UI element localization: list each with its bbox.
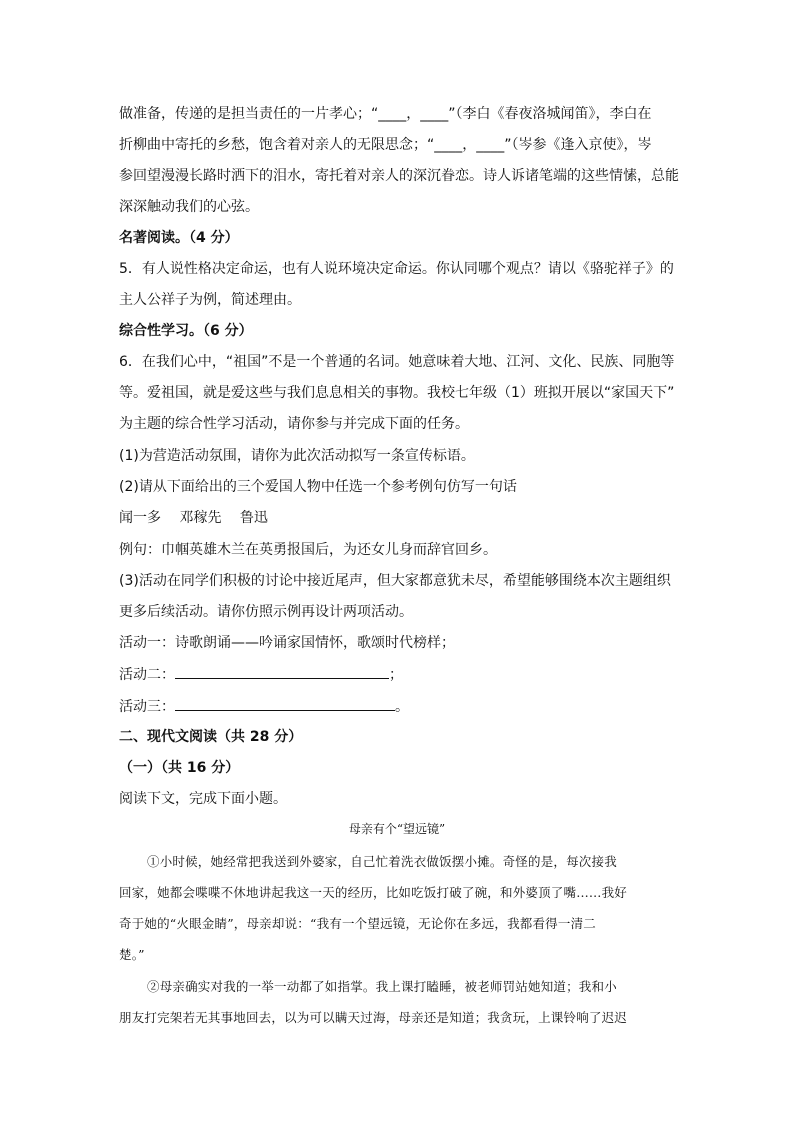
classics-heading: 名著阅读。（4 分） [119, 230, 239, 246]
activity-3-end: 。 [395, 699, 409, 715]
paragraph-1-line-3: 奇于她的“火眼金睛”，母亲却说：“我有一个望远镜，无论你在多远，我都看得一清二 [119, 916, 596, 931]
subquestion-1: (1)为营造活动氛围，请你为此次活动拟写一条宣传标语。 [119, 448, 475, 464]
activity-3-label: 活动三： [119, 699, 175, 715]
question-5-line-2: 主人公祥子为例，简述理由。 [119, 292, 301, 308]
activity-2-end: ； [389, 667, 403, 683]
paragraph-2-line-1: ②母亲确实对我的一举一动都了如指掌。我上课打瞌睡，被老师罚站她知道；我和小 [147, 979, 617, 994]
paragraph-1-line-4: 楚。” [119, 947, 145, 962]
question-6-line-3: 为主题的综合性学习活动，请你参与并完成下面的任务。 [119, 416, 469, 432]
example-sentence: 例句：巾帼英雄木兰在英勇报国后，为还女儿身而辞官回乡。 [119, 542, 497, 558]
integrated-heading: 综合性学习。（6 分） [119, 323, 253, 339]
question-6-line-2: 等。爱祖国，就是爱这些与我们息息相关的事物。我校七年级（1）班拟开展以“家国天下” [119, 385, 675, 401]
activity-2-row [119, 664, 679, 685]
activity-2-label: 活动二： [119, 667, 175, 683]
subquestion-3-line-2: 更多后续活动。请你仿照示例再设计两项活动。 [119, 604, 413, 620]
modern-reading-heading: 二、现代文阅读（共 28 分） [119, 729, 303, 745]
activity-2-answer-blank[interactable] [175, 664, 389, 679]
question-5-line-1: 5．有人说性格决定命运，也有人说环境决定命运。你认同哪个观点？请以《骆驼祥子》的 [119, 261, 674, 277]
activity-1: 活动一：诗歌朗诵——吟诵家国情怀，歌颂时代榜样； [119, 635, 455, 651]
subquestion-3-line-1: (3)活动在同学们积极的讨论中接近尾声，但大家都意犹未尽，希望能够围绕本次主题组织 [119, 573, 671, 589]
activity-3-row [119, 696, 679, 717]
patriot-name: 鲁迅 [239, 510, 268, 526]
patriot-name: 邓稼先 [179, 510, 222, 526]
article-title: 母亲有个“望远镜” [348, 822, 446, 836]
patriot-list [119, 508, 679, 528]
paragraph-1-line-1: ①小时候，她经常把我送到外婆家，自己忙着洗衣做饭摆小摊。奇怪的是，每次接我 [147, 854, 617, 869]
paragraph-1-line-2: 回家，她都会喋喋不休地讲起我这一天的经历，比如吃饭打破了碗，和外婆顶了嘴……我好 [119, 885, 628, 900]
question-6-line-1: 6．在我们心中，“祖国”不是一个普通的名词。她意味着大地、江河、文化、民族、同胞等 [119, 354, 675, 370]
part-1-heading: （一）（共 16 分） [119, 760, 240, 776]
paragraph-2-line-2: 朋友打完架若无其事地回去，以为可以瞒天过海，母亲还是知道；我贪玩，上课铃响了迟迟 [119, 1010, 628, 1025]
subquestion-2: (2)请从下面给出的三个爱国人物中任选一个参考例句仿写一句话 [119, 479, 517, 495]
activity-3-answer-blank[interactable] [175, 696, 395, 711]
patriot-name: 闻一多 [119, 510, 161, 526]
reading-instruction: 阅读下文，完成下面小题。 [119, 791, 287, 807]
continuation-line-2: 折柳曲中寄托的乡愁，饱含着对亲人的无限思念；“____，____”（岑参《逢入京使》，岑 [119, 137, 652, 153]
continuation-line-3: 参回望漫漫长路时洒下的泪水，寄托着对亲人的深沉眷恋。诗人诉诸笔端的这些情愫，总能 [119, 168, 679, 184]
continuation-line-1: 做准备，传递的是担当责任的一片孝心；“____，____”（李白《春夜洛城闻笛》，李白在 [119, 106, 652, 122]
continuation-line-4: 深深触动我们的心弦。 [119, 199, 259, 215]
